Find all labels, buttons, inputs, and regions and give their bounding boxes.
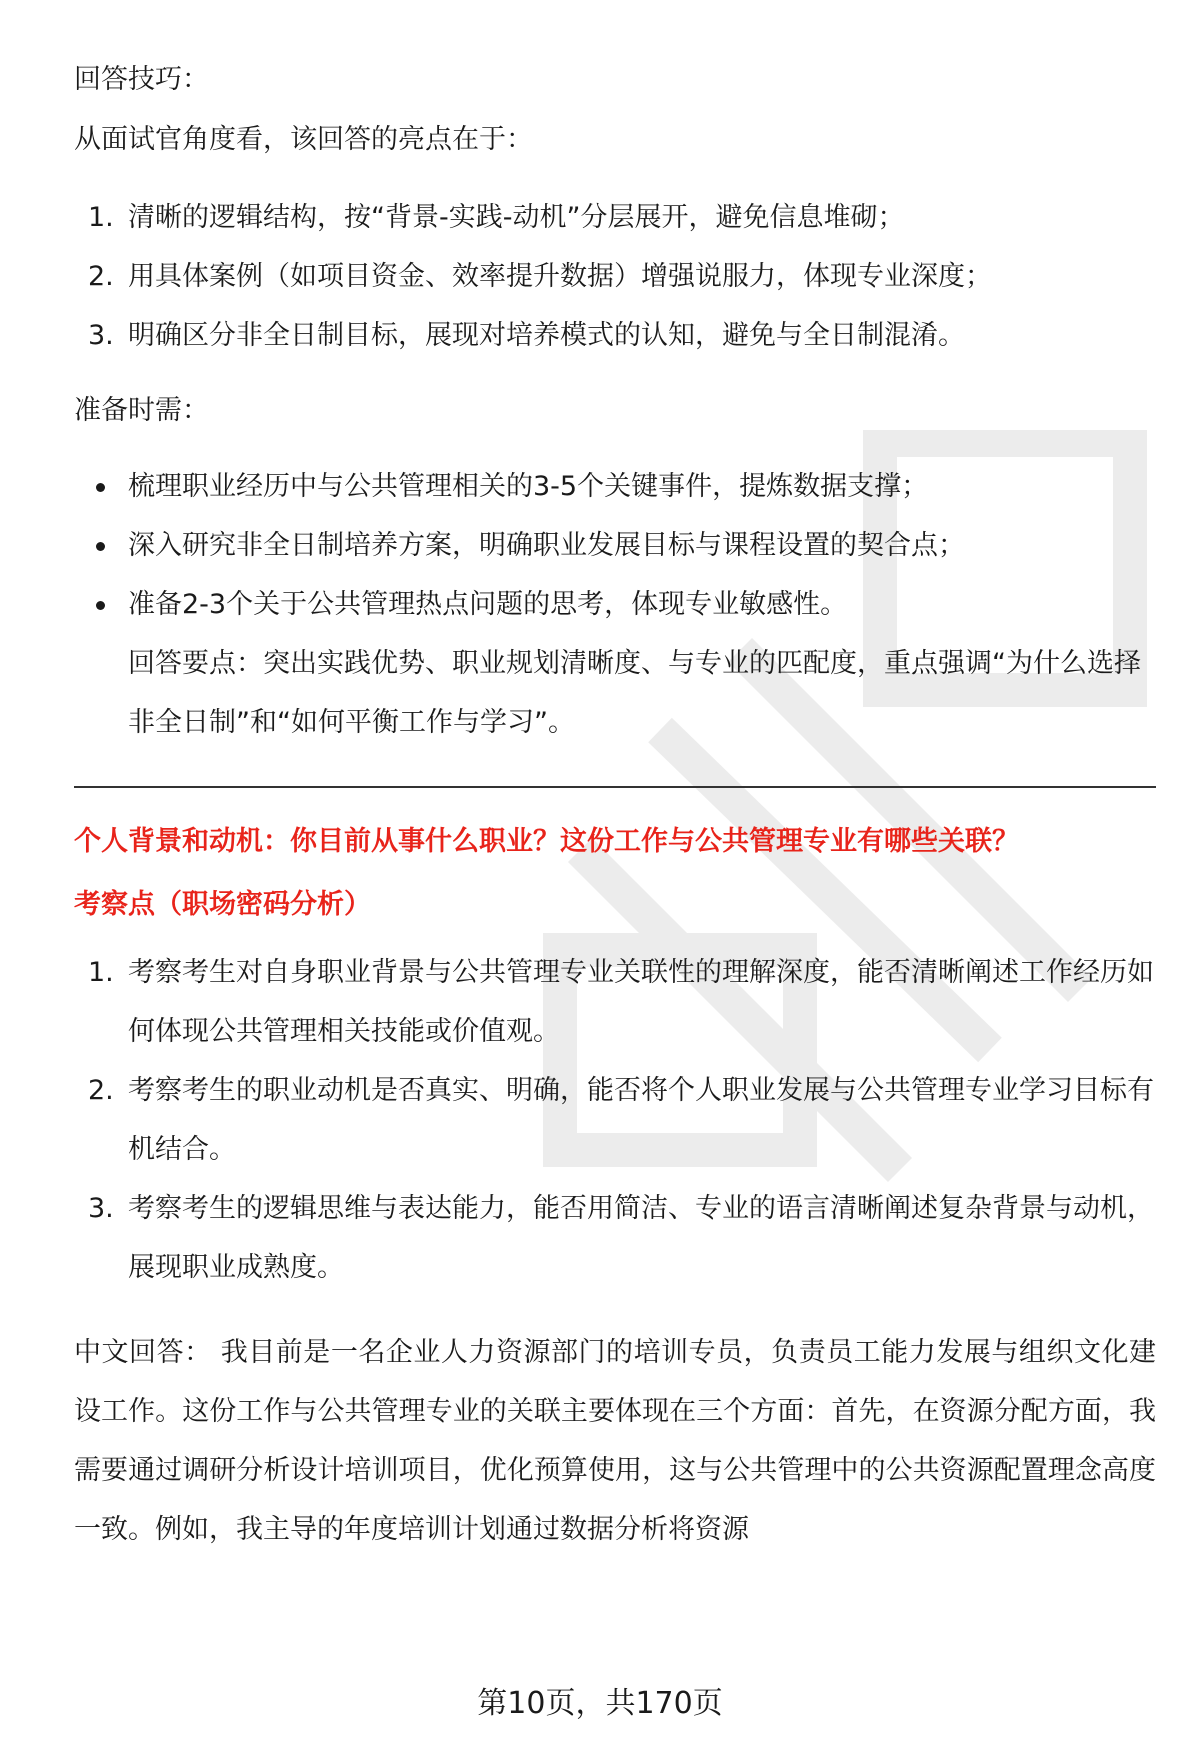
bullet-icon: [96, 601, 105, 610]
exam-title: 考察点（职场密码分析）: [74, 889, 371, 920]
section-divider: [74, 786, 1156, 788]
list-item: 3. 考察考生的逻辑思维与表达能力，能否用简洁、专业的语言清晰阐述复杂背景与动机，展现职业成熟度。: [88, 1193, 1154, 1283]
list-item: 准备2-3个关于公共管理热点问题的思考，体现专业敏感性。: [74, 575, 1156, 634]
list-item: 1. 清晰的逻辑结构，按“背景-实践-动机”分层展开，避免信息堆砌；: [88, 202, 905, 233]
exam-points-list: [74, 943, 1156, 1297]
tips-label: 回答技巧：: [74, 64, 209, 95]
bullet-icon: [96, 542, 105, 551]
list-item: 1. 考察考生对自身职业背景与公共管理专业关联性的理解深度，能否清晰阐述工作经历如何体现公共管理相关技能或价值观。: [88, 957, 1154, 1047]
page-number: 第10页，共170页: [477, 1686, 723, 1721]
prep-list: [74, 457, 1156, 634]
list-item: 梳理职业经历中与公共管理相关的3-5个关键事件，提炼数据支撑；: [74, 457, 1156, 516]
list-item: 3. 明确区分非全日制目标，展现对培养模式的认知，避免与全日制混淆。: [88, 320, 965, 351]
chinese-answer: 中文回答： 我目前是一名企业人力资源部门的培训专员，负责员工能力发展与组织文化建设工作。这份工作与公共管理专业的关联主要体现在三个方面：首先，在资源分配方面，我需要通过调研分析设计培训项目，优化预算使用，这与公共管理中的公共资源配置理念高度一致。例如，我主导的年度培训计划通过数据分析将资源: [74, 1337, 1156, 1545]
prep-label: 准备时需：: [74, 395, 209, 426]
highlight-list: [74, 188, 1156, 365]
question-title: 个人背景和动机：你目前从事什么职业？这份工作与公共管理专业有哪些关联？: [74, 826, 1019, 857]
list-item: 深入研究非全日制培养方案，明确职业发展目标与课程设置的契合点；: [74, 516, 1156, 575]
bullet-icon: [96, 483, 105, 492]
list-item: 2. 用具体案例（如项目资金、效率提升数据）增强说服力，体现专业深度；: [88, 261, 992, 292]
answer-points: 回答要点：突出实践优势、职业规划清晰度、与专业的匹配度，重点强调“为什么选择非全日制”和“如何平衡工作与学习”。: [128, 648, 1141, 738]
document-page: [74, 60, 1156, 1559]
highlight-intro: 从面试官角度看，该回答的亮点在于：: [74, 124, 533, 155]
list-item: 2. 考察考生的职业动机是否真实、明确，能否将个人职业发展与公共管理专业学习目标有机结合。: [88, 1075, 1154, 1165]
